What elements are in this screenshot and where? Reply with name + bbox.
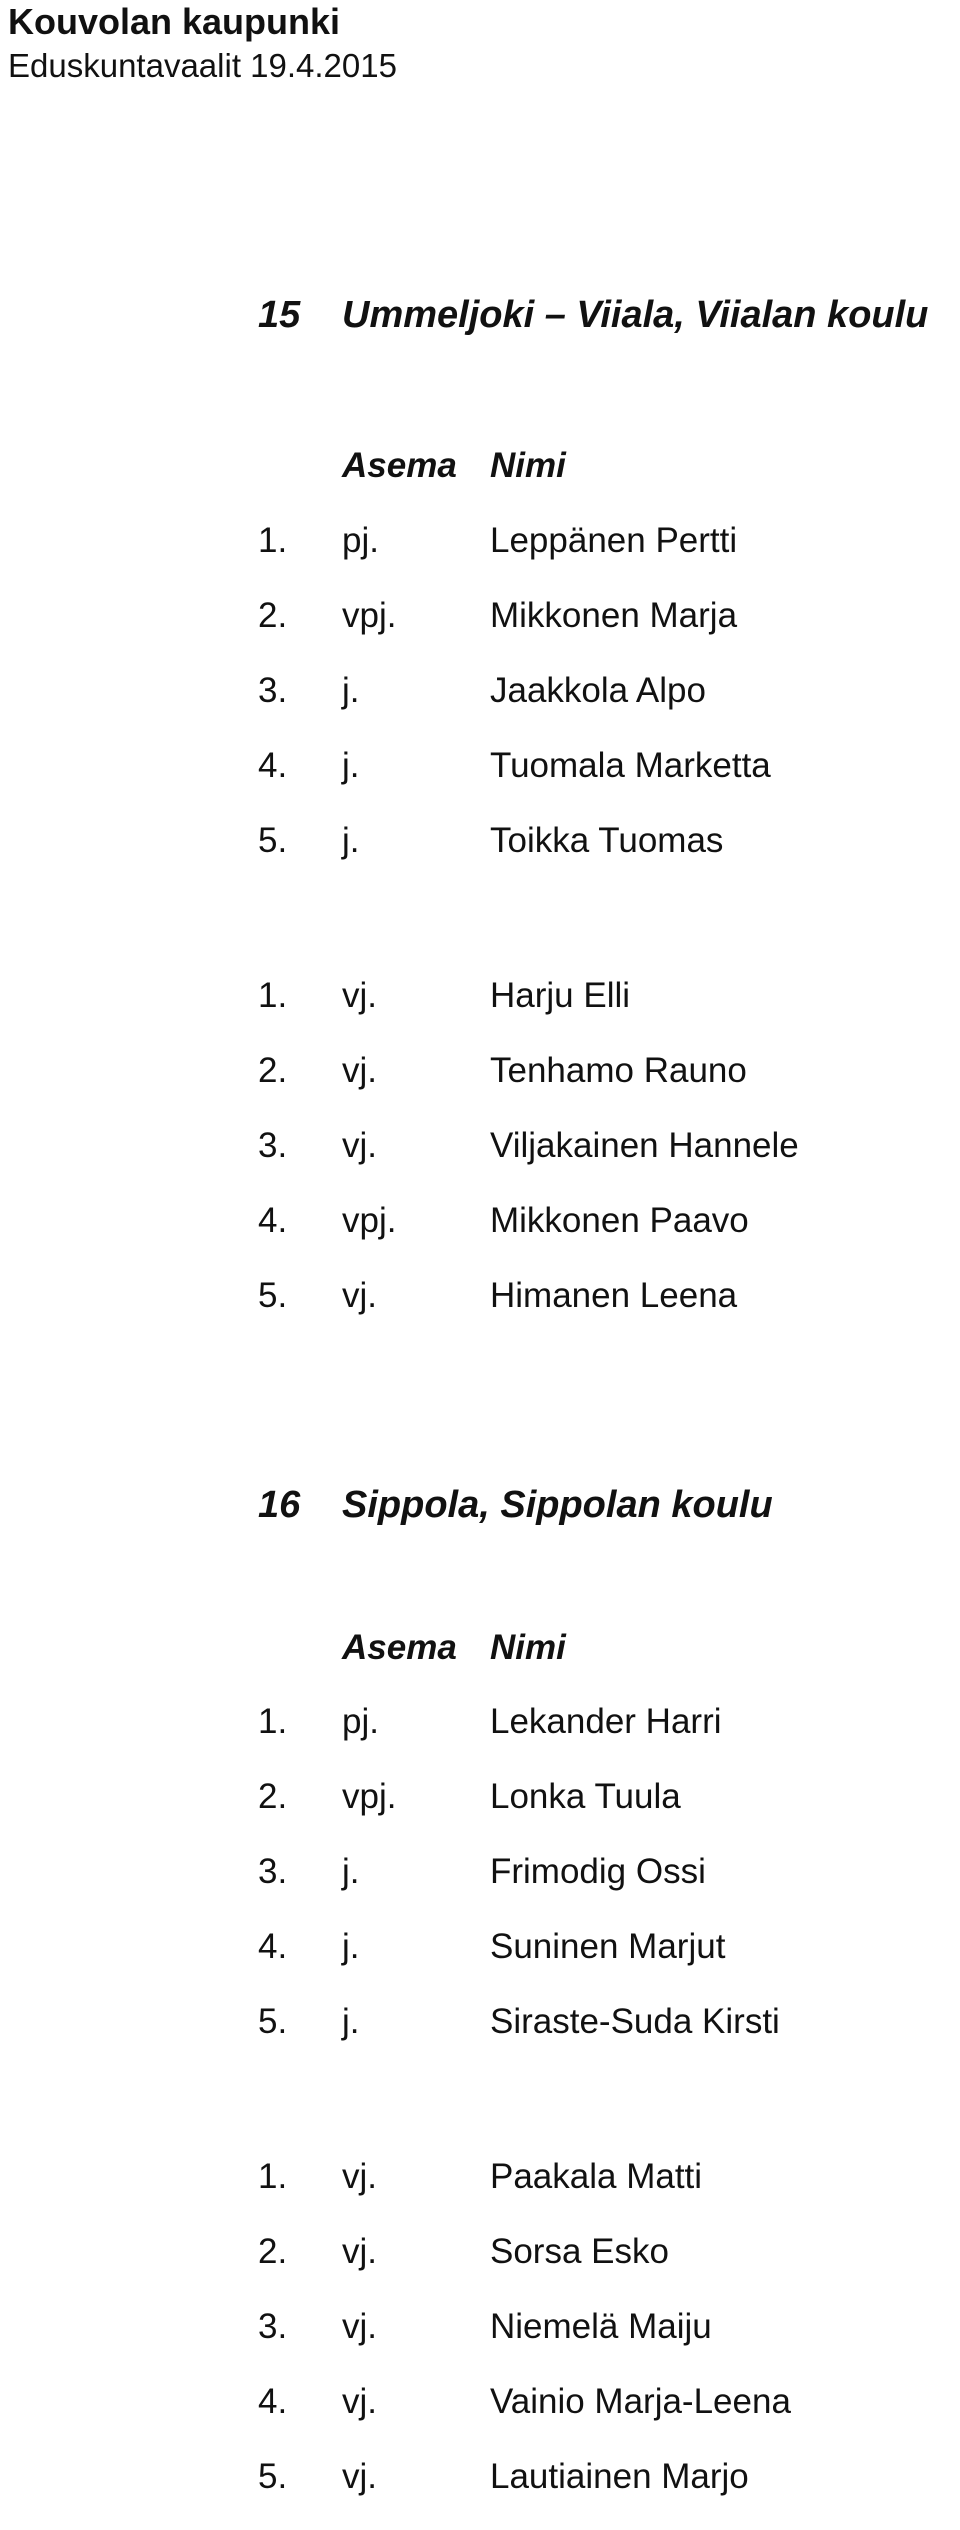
role: j. (342, 1927, 360, 1966)
list-item (0, 1775, 960, 1850)
position-number: 1. (258, 2157, 288, 2196)
position-number: 5. (258, 821, 288, 860)
role: vj. (342, 1276, 377, 1315)
person-name: Tenhamo Rauno (490, 1051, 747, 1090)
role: vj. (342, 976, 377, 1015)
list-item (0, 2305, 960, 2380)
list-item (0, 2000, 960, 2075)
list-item (0, 1124, 960, 1199)
person-name: Lekander Harri (490, 1702, 722, 1741)
person-name: Tuomala Marketta (490, 746, 771, 785)
column-header-name: Nimi (490, 1628, 566, 1667)
election-subtitle: Eduskuntavaalit 19.4.2015 (8, 47, 397, 84)
position-number: 5. (258, 2457, 288, 2496)
person-name: Siraste-Suda Kirsti (490, 2002, 780, 2041)
list-item (0, 1049, 960, 1124)
position-number: 4. (258, 2382, 288, 2421)
list-item (0, 2380, 960, 2455)
role: vj. (342, 2382, 377, 2421)
role: vpj. (342, 596, 397, 635)
list-divider-space (0, 2075, 960, 2155)
role: vj. (342, 2157, 377, 2196)
role: j. (342, 2002, 360, 2041)
position-number: 5. (258, 2002, 288, 2041)
person-name: Niemelä Maiju (490, 2307, 712, 2346)
list-item (0, 1700, 960, 1775)
role: vj. (342, 2307, 377, 2346)
role: pj. (342, 1702, 379, 1741)
position-number: 4. (258, 1927, 288, 1966)
list-item (0, 2155, 960, 2230)
person-name: Paakala Matti (490, 2157, 703, 2196)
list-item (0, 2455, 960, 2530)
role: j. (342, 1852, 360, 1891)
position-number: 3. (258, 671, 288, 710)
list-item (0, 974, 960, 1049)
person-name: Harju Elli (490, 976, 631, 1015)
role: vj. (342, 1126, 377, 1165)
position-number: 3. (258, 2307, 288, 2346)
polling-district-15 (0, 290, 960, 1390)
person-name: Sorsa Esko (490, 2232, 669, 2271)
organization-name: Kouvolan kaupunki (8, 1, 341, 42)
position-number: 3. (258, 1852, 288, 1891)
district-name: Sippola, Sippolan koulu (342, 1484, 773, 1526)
district-number: 15 (258, 294, 301, 336)
polling-district-16 (0, 1480, 960, 2496)
list-divider-space (0, 894, 960, 974)
list-item (0, 819, 960, 894)
person-name: Vainio Marja-Leena (490, 2382, 791, 2421)
position-number: 4. (258, 1201, 288, 1240)
district-title (0, 1480, 960, 1530)
position-number: 4. (258, 746, 288, 785)
role: vpj. (342, 1777, 397, 1816)
position-number: 5. (258, 1276, 288, 1315)
person-name: Himanen Leena (490, 1276, 738, 1315)
column-header-role: Asema (342, 446, 457, 485)
district-title (0, 290, 960, 340)
list-item (0, 1199, 960, 1274)
list-item (0, 1925, 960, 2000)
list-item (0, 594, 960, 669)
role: j. (342, 671, 360, 710)
list-item (0, 1274, 960, 1349)
member-list (0, 519, 960, 1349)
position-number: 2. (258, 596, 288, 635)
role: j. (342, 746, 360, 785)
member-list (0, 1700, 960, 2530)
person-name: Lautiainen Marjo (490, 2457, 749, 2496)
person-name: Viljakainen Hannele (490, 1126, 799, 1165)
district-name: Ummeljoki – Viiala, Viialan koulu (342, 294, 929, 336)
list-item (0, 669, 960, 744)
list-item (0, 519, 960, 594)
position-number: 2. (258, 1051, 288, 1090)
position-number: 1. (258, 976, 288, 1015)
role: pj. (342, 521, 379, 560)
column-header-name: Nimi (490, 446, 566, 485)
column-header-role: Asema (342, 1628, 457, 1667)
list-item (0, 744, 960, 819)
position-number: 2. (258, 2232, 288, 2271)
role: vj. (342, 1051, 377, 1090)
column-headers (0, 1626, 960, 1670)
position-number: 1. (258, 1702, 288, 1741)
person-name: Mikkonen Paavo (490, 1201, 749, 1240)
person-name: Frimodig Ossi (490, 1852, 706, 1891)
position-number: 3. (258, 1126, 288, 1165)
person-name: Toikka Tuomas (490, 821, 724, 860)
role: vj. (342, 2457, 377, 2496)
list-item (0, 1850, 960, 1925)
person-name: Jaakkola Alpo (490, 671, 706, 710)
position-number: 1. (258, 521, 288, 560)
role: vpj. (342, 1201, 397, 1240)
position-number: 2. (258, 1777, 288, 1816)
document-header (8, 0, 397, 86)
district-number: 16 (258, 1484, 301, 1526)
person-name: Leppänen Pertti (490, 521, 738, 560)
person-name: Suninen Marjut (490, 1927, 726, 1966)
person-name: Lonka Tuula (490, 1777, 681, 1816)
role: j. (342, 821, 360, 860)
column-headers (0, 444, 960, 488)
person-name: Mikkonen Marja (490, 596, 738, 635)
role: vj. (342, 2232, 377, 2271)
list-item (0, 2230, 960, 2305)
